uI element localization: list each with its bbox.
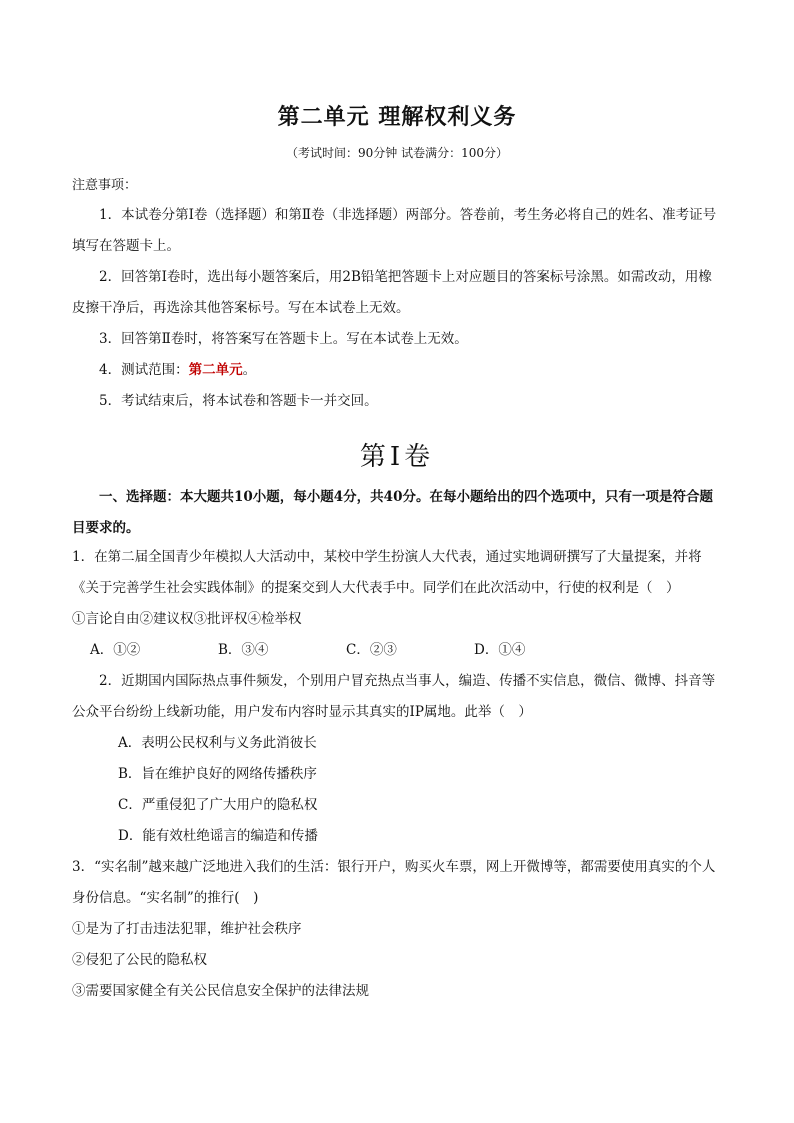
notes-list <box>72 200 724 417</box>
note-item-3: 3．回答第Ⅱ卷时，将答案写在答题卡上。写在本试卷上无效。 <box>99 331 468 347</box>
q2-option-d[interactable]: D．能有效杜绝谣言的编造和传播 <box>118 828 318 844</box>
q2-stem: 2．近期国内国际热点事件频发，个别用户冒充热点当事人，编造、传播不实信息，微信、微博、抖音等公众平台纷纷上线新功能，用户发布内容时显示其真实的IP属地。此举（ ） <box>72 673 716 720</box>
q1-items: ①言论自由②建议权③批评权④检举权 <box>72 611 302 627</box>
q1-stem: 1．在第二届全国青少年模拟人大活动中，某校中学生扮演人大代表，通过实地调研撰写了大量提案，并将《关于完善学生社会实践体制》的提案交到人大代表手中。同学们在此次活动中，行使的权利是（ ） <box>72 549 702 596</box>
note-item-2: 2．回答第Ⅰ卷时，选出每小题答案后，用2B铅笔把答题卡上对应题目的答案标号涂黑。如需改动，用橡皮擦干净后，再选涂其他答案标号。写在本试卷上无效。 <box>72 269 712 316</box>
q1-option-b[interactable]: B．③④ <box>218 642 269 658</box>
exam-time-and-score: （考试时间：90分钟 试卷满分：100分） <box>286 146 508 160</box>
q1-option-a[interactable]: A．①② <box>90 642 141 658</box>
scope-value: 第二单元 <box>188 362 243 378</box>
q1-option-d[interactable]: D．①④ <box>474 642 526 658</box>
q1-option-c[interactable]: C．②③ <box>346 642 397 658</box>
notes-heading: 注意事项： <box>72 178 138 193</box>
exam-title: 第二单元 理解权利义务 <box>277 105 517 130</box>
q2-option-c[interactable]: C．严重侵犯了广大用户的隐私权 <box>118 797 318 813</box>
q3-item-1: ①是为了打击违法犯罪，维护社会秩序 <box>72 921 302 937</box>
q3-item-3: ③需要国家健全有关公民信息安全保护的法律法规 <box>72 983 369 999</box>
scope-end: 。 <box>242 362 257 378</box>
section-lead: 一、选择题：本大题共10小题，每小题4分，共40分。在每小题给出的四个选项中，只有一项是符合题目要求的。 <box>72 489 713 536</box>
q1-options <box>72 635 724 666</box>
q3-stem: 3．“实名制”越来越广泛地进入我们的生活：银行开户，购买火车票，网上开微博等，都需要使用真实的个人身份信息。“实名制”的推行( ) <box>72 859 716 906</box>
scope-label: 4．测试范围： <box>99 362 189 378</box>
q3-item-2: ②侵犯了公民的隐私权 <box>72 952 207 968</box>
questions-area <box>72 542 724 1007</box>
section-instructions <box>72 482 724 544</box>
note-item-4 <box>72 355 724 386</box>
note-item-5: 5．考试结束后，将本试卷和答题卡一并交回。 <box>99 393 378 409</box>
volume-title: 第Ⅰ卷 <box>359 442 435 472</box>
note-item-1: 1．本试卷分第Ⅰ卷（选择题）和第Ⅱ卷（非选择题）两部分。答卷前，考生务必将自己的姓名、准考证号填写在答题卡上。 <box>72 207 717 254</box>
q2-option-a[interactable]: A．表明公民权利与义务此消彼长 <box>118 735 317 751</box>
q2-option-b[interactable]: B．旨在维护良好的网络传播秩序 <box>118 766 317 782</box>
